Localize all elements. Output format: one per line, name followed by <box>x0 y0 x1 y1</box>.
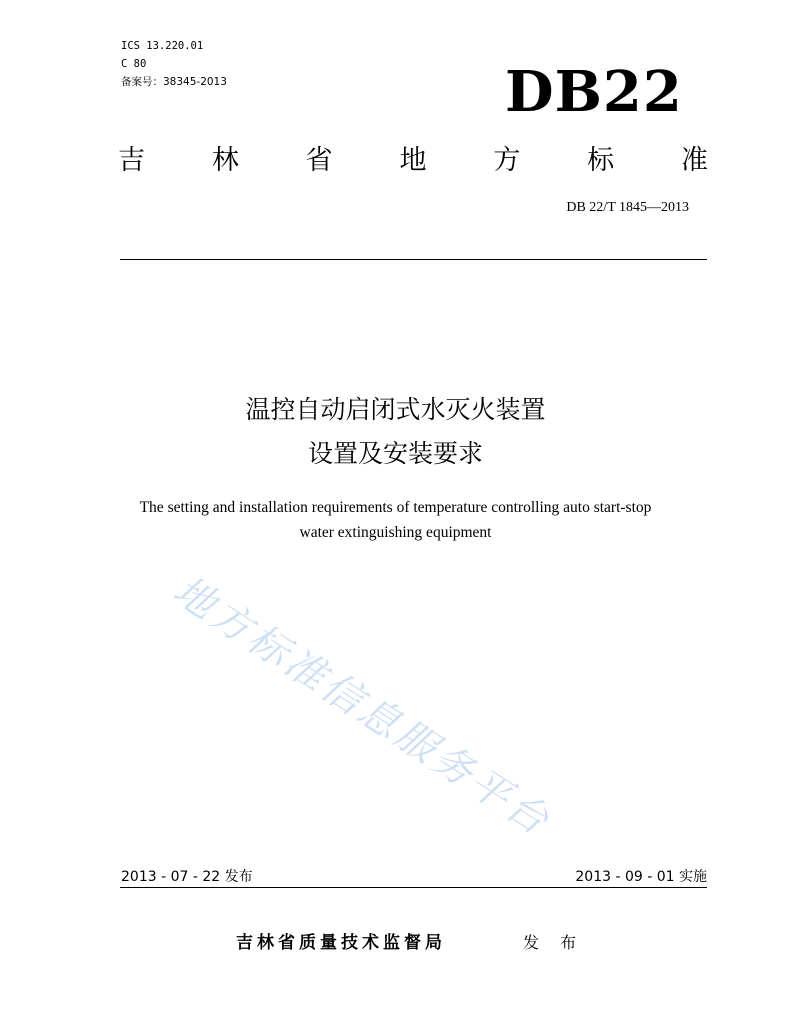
issuing-authority: 吉林省质量技术监督局 <box>236 933 446 953</box>
watermark: 地方标准信息服务平台 <box>165 567 560 846</box>
standard-type-char: 吉 <box>118 145 145 176</box>
standard-logo: DB22 <box>505 59 683 125</box>
document-title-cn: 温控自动启闭式水灭火装置 <box>245 395 546 424</box>
standard-type-char: 林 <box>211 145 239 176</box>
standard-type-char: 方 <box>493 145 521 176</box>
standard-number: DB 22/T 1845—2013 <box>566 200 689 215</box>
standard-type-char: 省 <box>305 145 333 176</box>
ics-code: ICS 13.220.01 <box>121 40 204 52</box>
document-title-en-line2: water extinguishing equipment <box>299 524 492 541</box>
issue-date: 2013 - 07 - 22 发布 <box>121 869 253 885</box>
classification-code: C 80 <box>121 58 147 70</box>
effective-date: 2013 - 09 - 01 实施 <box>575 869 707 885</box>
document-title-cn-line2: 设置及安装要求 <box>307 439 483 468</box>
bottom-divider <box>120 887 707 888</box>
issue-label: 发 布 <box>523 933 585 952</box>
standard-type-title <box>118 141 708 181</box>
document-title-en: The setting and installation requirements of temperature controlling auto start-stop <box>139 499 652 516</box>
standard-type-char: 标 <box>587 145 615 176</box>
top-divider <box>120 259 707 260</box>
standard-type-char: 地 <box>399 145 427 176</box>
standard-type-char: 准 <box>680 145 708 176</box>
filing-number: 备案号：38345-2013 <box>121 76 227 88</box>
